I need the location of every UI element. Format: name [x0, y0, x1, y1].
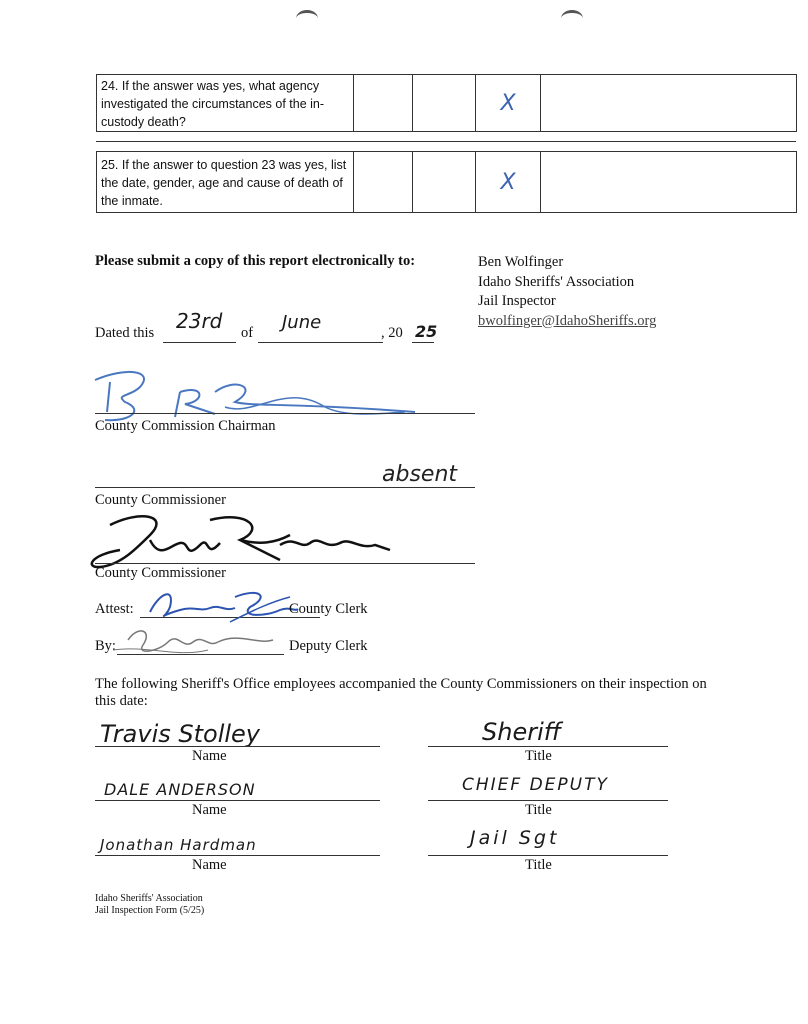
footer-org: Idaho Sheriffs' Association — [95, 893, 203, 904]
submit-contact — [478, 253, 656, 331]
employee3-name-handwriting: Jonathan Hardman — [100, 836, 257, 854]
answer-yes-cell[interactable] — [354, 75, 413, 132]
answer-na-cell[interactable] — [476, 75, 541, 132]
by-label: By: — [95, 638, 116, 654]
contact-org: Idaho Sheriffs' Association — [478, 273, 635, 290]
dated-prefix: Dated this — [95, 325, 155, 341]
employee2-title-handwriting: CHIEF DEPUTY — [462, 775, 609, 795]
dated-year-handwriting: 25 — [415, 322, 438, 341]
na-check-mark: X — [500, 90, 516, 116]
answer-yes-cell[interactable] — [354, 152, 413, 213]
question-row-25 — [97, 152, 797, 213]
employee3-title-line — [428, 855, 668, 856]
comments-cell[interactable] — [541, 152, 797, 213]
commissioner2-signature-line — [95, 563, 475, 564]
punch-hole-mark-left — [296, 10, 318, 27]
questions-table — [96, 74, 797, 132]
questions-table-2 — [96, 151, 797, 213]
table-gap-line — [96, 141, 796, 142]
chairman-label: County Commission Chairman — [95, 418, 276, 434]
commissioner1-signature-line — [95, 487, 475, 488]
answer-no-cell[interactable] — [413, 75, 476, 132]
commissioner1-note-handwriting: absent — [382, 462, 458, 487]
year-line — [412, 342, 434, 343]
form-footer — [95, 893, 204, 917]
dated-of: of — [241, 325, 254, 341]
dated-month-handwriting: June — [282, 312, 322, 333]
county-clerk-label: County Clerk — [289, 601, 368, 617]
contact-role: Jail Inspector — [478, 293, 556, 309]
employee3-name-line — [95, 855, 380, 856]
employee1-name-label: Name — [192, 748, 227, 764]
contact-name: Ben Wolfinger — [478, 254, 564, 270]
punch-hole-mark-right — [561, 10, 583, 27]
attest-label: Attest: — [95, 601, 134, 617]
answer-na-cell[interactable] — [476, 152, 541, 213]
employees-intro: The following Sheriff's Office employees accompanied the County Commissioners on their inspection on this date: — [95, 676, 707, 709]
dated-day-handwriting: 23rd — [176, 309, 223, 333]
commissioner2-label: County Commissioner — [95, 565, 226, 581]
employee3-title-handwriting: Jail Sgt — [470, 827, 560, 849]
month-line — [258, 342, 383, 343]
employee1-name-line — [95, 746, 380, 747]
question-24-text: 24. If the answer was yes, what agency investigated the circumstances of the in-custody death? — [101, 79, 325, 129]
day-line — [163, 342, 236, 343]
dated-year-prefix: , 20 — [381, 325, 403, 341]
employee1-title-line — [428, 746, 668, 747]
employee1-title-label: Title — [525, 748, 552, 764]
contact-email-link[interactable]: bwolfinger@IdahoSheriffs.org — [478, 312, 657, 329]
employee3-name-label: Name — [192, 857, 227, 873]
deputy-clerk-signature — [108, 620, 278, 660]
employee3-title-label: Title — [525, 857, 552, 873]
employee1-name-handwriting: Travis Stolley — [100, 720, 261, 748]
commissioner1-label: County Commissioner — [95, 492, 226, 508]
chairman-signature-line — [95, 413, 475, 414]
employee2-title-label: Title — [525, 802, 552, 818]
answer-no-cell[interactable] — [413, 152, 476, 213]
na-check-mark: X — [500, 169, 516, 195]
employee1-title-handwriting: Sheriff — [482, 718, 562, 746]
footer-form-id: Jail Inspection Form (5/25) — [95, 905, 205, 916]
employee2-name-label: Name — [192, 802, 227, 818]
submit-instruction: Please submit a copy of this report electronically to: — [95, 253, 416, 269]
question-row-24 — [97, 75, 797, 132]
question-25-text: 25. If the answer to question 23 was yes, list the date, gender, age and cause of death of the inmate. — [101, 158, 347, 208]
deputy-clerk-label: Deputy Clerk — [289, 638, 368, 654]
comments-cell[interactable] — [541, 75, 797, 132]
employee2-name-line — [95, 800, 380, 801]
employee2-title-line — [428, 800, 668, 801]
employee2-name-handwriting: DALE ANDERSON — [104, 780, 256, 799]
